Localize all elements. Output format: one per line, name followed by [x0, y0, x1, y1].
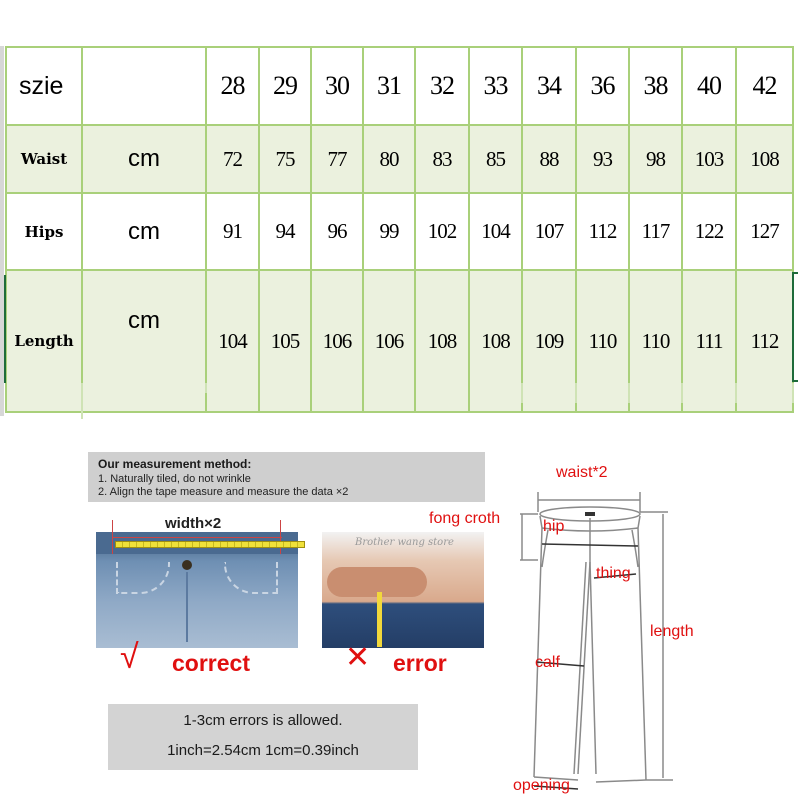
size-chart-table	[5, 46, 794, 413]
value-cell: 104	[469, 193, 522, 270]
grid-line-tail	[792, 383, 794, 403]
value-cell: 88	[522, 125, 576, 193]
value-cell: 109	[522, 270, 576, 412]
pants-diagram	[429, 464, 748, 794]
conversion-note: 1inch=2.54cm 1cm=0.39inch	[167, 742, 359, 759]
jeans-button	[182, 560, 192, 570]
size-cell: 42	[736, 47, 793, 125]
value-cell: 99	[363, 193, 415, 270]
row-label-hips: Hips	[6, 193, 82, 270]
selection-border-right	[792, 272, 798, 382]
value-cell: 105	[259, 270, 311, 412]
correct-label: correct	[172, 650, 250, 676]
opening-label: opening	[513, 777, 570, 794]
value-cell: 112	[576, 193, 629, 270]
grid-line-tail	[575, 383, 577, 403]
grid-line-tail	[81, 383, 83, 419]
value-cell: 85	[469, 125, 522, 193]
unit-cell: cm	[82, 193, 206, 270]
unit-cell: cm	[82, 270, 206, 412]
jeans-fly	[186, 572, 188, 642]
value-cell: 94	[259, 193, 311, 270]
size-cell: 34	[522, 47, 576, 125]
measurement-method-panel	[88, 452, 485, 502]
value-cell: 77	[311, 125, 363, 193]
size-cell: 28	[206, 47, 259, 125]
size-cell: 30	[311, 47, 363, 125]
grid-line-tail	[628, 383, 630, 403]
value-cell: 103	[682, 125, 736, 193]
measuring-tape	[115, 541, 305, 548]
width-label: width×2	[165, 515, 222, 532]
size-cell: 33	[469, 47, 522, 125]
value-cell: 96	[311, 193, 363, 270]
method-step: 1. Naturally tiled, do not wrinkle	[98, 473, 251, 485]
error-label: error	[393, 650, 447, 676]
size-header-row	[6, 47, 793, 125]
value-cell: 72	[206, 125, 259, 193]
hips-row	[6, 193, 793, 270]
value-cell: 108	[415, 270, 469, 412]
hip-label: hip	[543, 518, 565, 535]
body-measure-photo	[322, 532, 484, 648]
value-cell: 117	[629, 193, 682, 270]
value-cell: 112	[736, 270, 793, 412]
size-cell: 31	[363, 47, 415, 125]
row-label-length: Length	[6, 270, 82, 412]
method-title: Our measurement method:	[98, 457, 252, 471]
value-cell: 111	[682, 270, 736, 412]
row-label-waist: Waist	[6, 125, 82, 193]
unit-cell: cm	[82, 125, 206, 193]
value-cell: 75	[259, 125, 311, 193]
value-cell: 108	[736, 125, 793, 193]
size-cell: 32	[415, 47, 469, 125]
waist-label: waist*2	[556, 464, 608, 481]
value-cell: 98	[629, 125, 682, 193]
value-cell: 127	[736, 193, 793, 270]
pocket-left	[116, 562, 170, 594]
grid-line-tail	[205, 383, 207, 393]
thigh-label: thing	[596, 565, 631, 582]
tolerance-note-panel	[108, 704, 418, 770]
value-cell: 91	[206, 193, 259, 270]
value-cell: 102	[415, 193, 469, 270]
jeans-flat-photo	[96, 532, 298, 648]
size-cell: 40	[682, 47, 736, 125]
value-cell: 107	[522, 193, 576, 270]
value-cell: 110	[629, 270, 682, 412]
tolerance-note: 1-3cm errors is allowed.	[183, 712, 343, 729]
grid-line-tail	[681, 383, 683, 403]
size-cell: 38	[629, 47, 682, 125]
value-cell: 83	[415, 125, 469, 193]
grid-line-tail	[521, 383, 523, 403]
value-cell: 122	[682, 193, 736, 270]
selection-border-left	[4, 275, 6, 383]
cross-icon: ✕	[345, 641, 371, 674]
method-step: 2. Align the tape measure and measure the data ×2	[98, 486, 349, 498]
calf-label: calf	[535, 654, 560, 671]
dimension-line	[112, 537, 282, 538]
value-cell: 104	[206, 270, 259, 412]
grid-line-tail	[735, 383, 737, 403]
waist-row	[6, 125, 793, 193]
check-icon: √	[120, 638, 139, 676]
value-cell: 106	[311, 270, 363, 412]
value-cell: 80	[363, 125, 415, 193]
size-label: szie	[6, 47, 82, 125]
unit-cell	[82, 47, 206, 125]
value-cell: 106	[363, 270, 415, 412]
value-cell: 93	[576, 125, 629, 193]
measuring-tape-vertical	[377, 592, 382, 647]
value-cell: 110	[576, 270, 629, 412]
size-cell: 36	[576, 47, 629, 125]
length-row	[6, 270, 793, 412]
watermark: Brother wang store	[355, 537, 454, 548]
pocket-right	[224, 562, 278, 594]
front-crotch-label: fong croth	[429, 510, 501, 527]
size-cell: 29	[259, 47, 311, 125]
value-cell: 108	[469, 270, 522, 412]
length-label: length	[650, 623, 694, 640]
